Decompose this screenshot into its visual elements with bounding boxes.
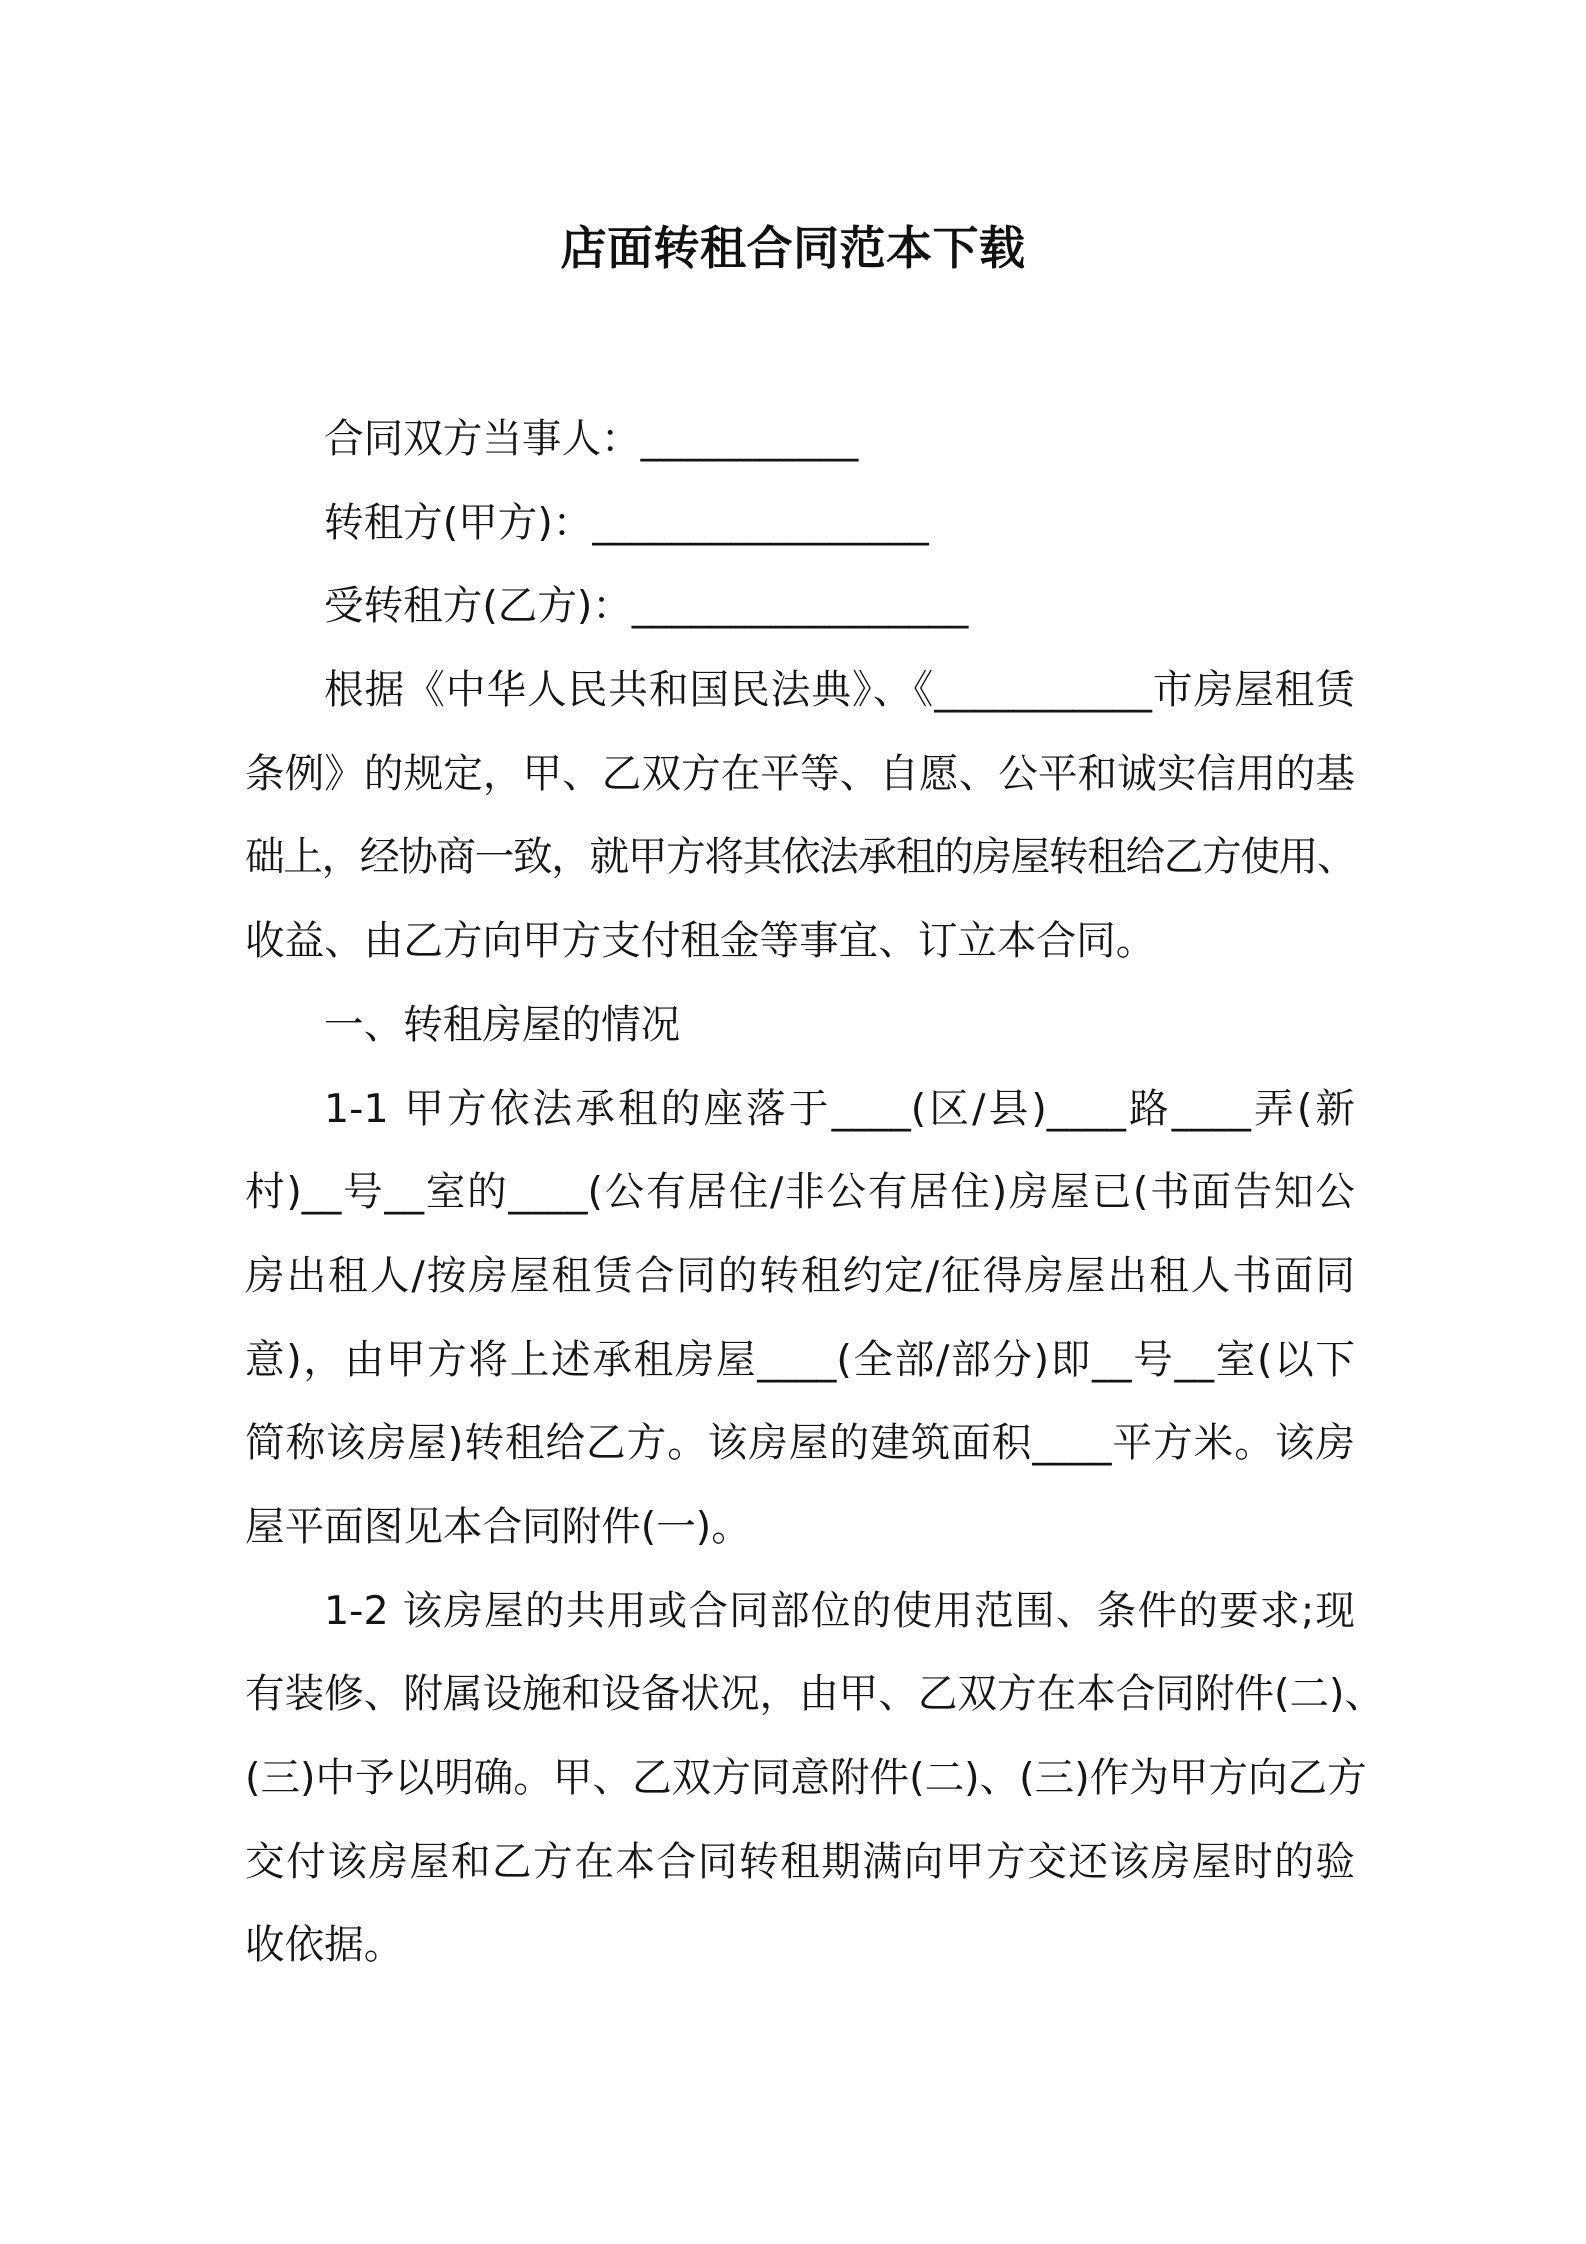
clause-line: 有装修、附属设施和设备状况，由甲、乙双方在本合同附件(二)、 [245, 1671, 1385, 1718]
party-field-sublessee: 受转租方(乙方)：_________________ [324, 583, 969, 630]
document-title: 店面转租合同范本下载 [560, 221, 1026, 275]
clause-1-1 [245, 1068, 1355, 1570]
preamble-line: 根据《中华人民共和国民法典》、《___________市房屋租赁 [324, 667, 1355, 714]
party-field-contract-parties: 合同双方当事人：___________ [324, 416, 859, 462]
clause-line: 简称该房屋)转租给乙方。该房屋的建筑面积____平方米。该房 [245, 1420, 1355, 1467]
clause-line: 屋平面图见本合同附件(一)。 [245, 1503, 751, 1550]
clause-1-2 [245, 1570, 1385, 1988]
clause-line: 房出租人/按房屋租赁合同的转租约定/征得房屋出租人书面同 [245, 1252, 1355, 1299]
clause-line: 收依据。 [245, 1922, 404, 1969]
section-1 [245, 984, 1385, 1988]
preamble-line: 础上，经协商一致，就甲方将其依法承租的房屋转租给乙方使用、 [245, 834, 1355, 881]
document-body [245, 398, 1385, 1988]
party-field-sublessor: 转租方(甲方)：_________________ [324, 499, 929, 546]
party-fields [245, 398, 1355, 649]
section-heading: 一、转租房屋的情况 [324, 1001, 681, 1048]
clause-line: (三)中予以明确。甲、乙双方同意附件(二)、(三)作为甲方向乙方 [245, 1755, 1367, 1801]
clause-line: 意)，由甲方将上述承租房屋____(全部/部分)即__号__室(以下 [245, 1336, 1355, 1383]
clause-line: 1-2 该房屋的共用或合同部位的使用范围、条件的要求;现 [324, 1587, 1355, 1634]
preamble-line: 条例》的规定，甲、乙双方在平等、自愿、公平和诚实信用的基 [245, 750, 1355, 797]
preamble-line: 收益、由乙方向甲方支付租金等事宜、订立本合同。 [245, 918, 1156, 965]
clause-line: 交付该房屋和乙方在本合同转租期满向甲方交还该房屋时的验 [245, 1838, 1355, 1885]
clause-line: 1-1 甲方依法承租的座落于____(区/县)____路____弄(新 [324, 1085, 1355, 1132]
clause-line: 村)__号__室的____(公有居住/非公有居住)房屋已(书面告知公 [245, 1169, 1355, 1216]
preamble-paragraph [245, 649, 1355, 984]
